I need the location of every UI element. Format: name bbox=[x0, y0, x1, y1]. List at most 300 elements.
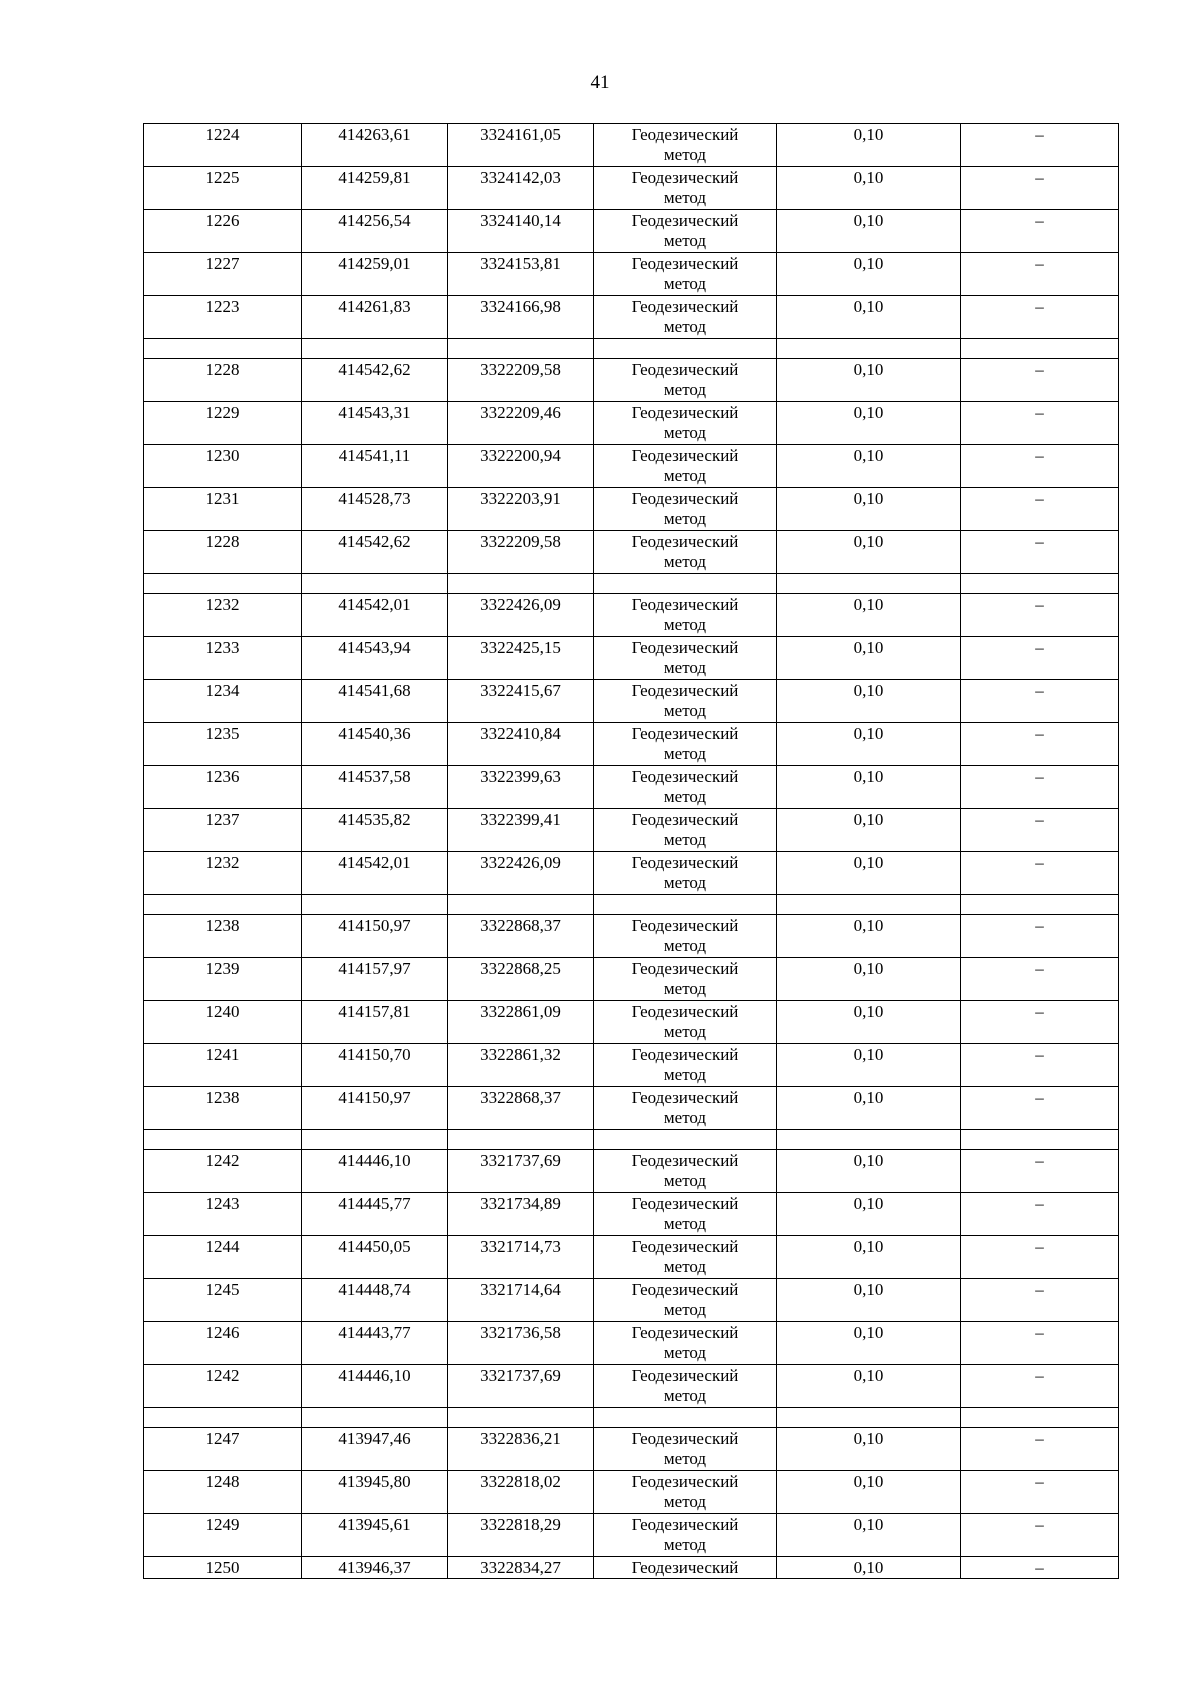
empty-cell bbox=[448, 895, 594, 915]
point-number-cell: 1247 bbox=[144, 1428, 302, 1471]
point-number-cell: 1240 bbox=[144, 1001, 302, 1044]
empty-cell bbox=[302, 1408, 448, 1428]
method-line: метод bbox=[663, 830, 707, 849]
table-row bbox=[144, 488, 1119, 531]
x-coordinate-cell: 414542,01 bbox=[302, 852, 448, 895]
y-coordinate-cell: 3321737,69 bbox=[448, 1150, 594, 1193]
method-line: Геодезический bbox=[631, 211, 739, 230]
point-number-cell: 1226 bbox=[144, 210, 302, 253]
note-cell: – bbox=[961, 124, 1119, 167]
empty-cell bbox=[448, 1130, 594, 1150]
spacer-row bbox=[144, 895, 1119, 915]
y-coordinate-cell: 3322399,41 bbox=[448, 809, 594, 852]
method-cell bbox=[594, 402, 777, 445]
method-cell bbox=[594, 680, 777, 723]
coordinates-table bbox=[143, 123, 1119, 1579]
method-line: метод bbox=[663, 1449, 707, 1468]
y-coordinate-cell: 3324140,14 bbox=[448, 210, 594, 253]
x-coordinate-cell: 414528,73 bbox=[302, 488, 448, 531]
point-number-cell: 1234 bbox=[144, 680, 302, 723]
x-coordinate-cell: 414448,74 bbox=[302, 1279, 448, 1322]
x-coordinate-cell: 414543,31 bbox=[302, 402, 448, 445]
point-number-cell: 1228 bbox=[144, 531, 302, 574]
x-coordinate-cell: 414259,01 bbox=[302, 253, 448, 296]
y-coordinate-cell: 3322834,27 bbox=[448, 1557, 594, 1579]
point-number-cell: 1242 bbox=[144, 1365, 302, 1408]
accuracy-cell: 0,10 bbox=[777, 680, 961, 723]
y-coordinate-cell: 3321736,58 bbox=[448, 1322, 594, 1365]
method-line: Геодезический bbox=[631, 638, 739, 657]
method-cell bbox=[594, 124, 777, 167]
method-line: Геодезический bbox=[631, 1151, 739, 1170]
table-row bbox=[144, 1150, 1119, 1193]
table-row bbox=[144, 723, 1119, 766]
method-cell bbox=[594, 253, 777, 296]
method-line: метод bbox=[663, 873, 707, 892]
x-coordinate-cell: 414261,83 bbox=[302, 296, 448, 339]
accuracy-cell: 0,10 bbox=[777, 445, 961, 488]
accuracy-cell: 0,10 bbox=[777, 296, 961, 339]
x-coordinate-cell: 414543,94 bbox=[302, 637, 448, 680]
x-coordinate-cell: 414542,01 bbox=[302, 594, 448, 637]
point-number-cell: 1237 bbox=[144, 809, 302, 852]
method-line: метод bbox=[663, 701, 707, 720]
y-coordinate-cell: 3324153,81 bbox=[448, 253, 594, 296]
table-row bbox=[144, 1193, 1119, 1236]
method-line: метод bbox=[663, 1065, 707, 1084]
table-row bbox=[144, 124, 1119, 167]
method-line: Геодезический bbox=[631, 1323, 739, 1342]
x-coordinate-cell: 414541,68 bbox=[302, 680, 448, 723]
y-coordinate-cell: 3322426,09 bbox=[448, 852, 594, 895]
note-cell: – bbox=[961, 680, 1119, 723]
x-coordinate-cell: 413945,80 bbox=[302, 1471, 448, 1514]
method-line: Геодезический bbox=[631, 125, 739, 144]
empty-cell bbox=[961, 339, 1119, 359]
x-coordinate-cell: 414541,11 bbox=[302, 445, 448, 488]
method-cell bbox=[594, 1001, 777, 1044]
table-row bbox=[144, 1236, 1119, 1279]
point-number-cell: 1223 bbox=[144, 296, 302, 339]
note-cell: – bbox=[961, 1514, 1119, 1557]
empty-cell bbox=[777, 895, 961, 915]
accuracy-cell: 0,10 bbox=[777, 809, 961, 852]
table-row bbox=[144, 445, 1119, 488]
empty-cell bbox=[144, 339, 302, 359]
note-cell: – bbox=[961, 359, 1119, 402]
method-line: метод bbox=[663, 744, 707, 763]
x-coordinate-cell: 414150,97 bbox=[302, 915, 448, 958]
coordinates-table-body bbox=[144, 124, 1119, 1579]
note-cell: – bbox=[961, 167, 1119, 210]
method-cell bbox=[594, 852, 777, 895]
x-coordinate-cell: 414535,82 bbox=[302, 809, 448, 852]
y-coordinate-cell: 3322399,63 bbox=[448, 766, 594, 809]
accuracy-cell: 0,10 bbox=[777, 637, 961, 680]
method-line: Геодезический bbox=[631, 916, 739, 935]
point-number-cell: 1230 bbox=[144, 445, 302, 488]
method-line: Геодезический bbox=[631, 360, 739, 379]
table-row bbox=[144, 594, 1119, 637]
table-row bbox=[144, 359, 1119, 402]
x-coordinate-cell: 413946,37 bbox=[302, 1557, 448, 1579]
empty-cell bbox=[594, 1408, 777, 1428]
x-coordinate-cell: 414259,81 bbox=[302, 167, 448, 210]
accuracy-cell: 0,10 bbox=[777, 1236, 961, 1279]
note-cell: – bbox=[961, 253, 1119, 296]
y-coordinate-cell: 3321714,64 bbox=[448, 1279, 594, 1322]
y-coordinate-cell: 3324142,03 bbox=[448, 167, 594, 210]
spacer-row bbox=[144, 574, 1119, 594]
empty-cell bbox=[594, 574, 777, 594]
method-cell bbox=[594, 915, 777, 958]
point-number-cell: 1224 bbox=[144, 124, 302, 167]
x-coordinate-cell: 414446,10 bbox=[302, 1150, 448, 1193]
x-coordinate-cell: 413945,61 bbox=[302, 1514, 448, 1557]
empty-cell bbox=[777, 1408, 961, 1428]
table-row bbox=[144, 1322, 1119, 1365]
x-coordinate-cell: 414445,77 bbox=[302, 1193, 448, 1236]
table-row bbox=[144, 402, 1119, 445]
table-row bbox=[144, 1001, 1119, 1044]
point-number-cell: 1243 bbox=[144, 1193, 302, 1236]
table-row bbox=[144, 1557, 1119, 1579]
method-line: метод bbox=[663, 979, 707, 998]
method-line: метод bbox=[663, 1214, 707, 1233]
method-cell bbox=[594, 1193, 777, 1236]
point-number-cell: 1225 bbox=[144, 167, 302, 210]
method-line: метод bbox=[663, 1171, 707, 1190]
point-number-cell: 1227 bbox=[144, 253, 302, 296]
accuracy-cell: 0,10 bbox=[777, 958, 961, 1001]
note-cell: – bbox=[961, 1428, 1119, 1471]
empty-cell bbox=[961, 1408, 1119, 1428]
method-line: Геодезический bbox=[631, 1237, 739, 1256]
method-line: метод bbox=[663, 1257, 707, 1276]
method-cell bbox=[594, 1557, 777, 1579]
y-coordinate-cell: 3324166,98 bbox=[448, 296, 594, 339]
empty-cell bbox=[302, 339, 448, 359]
method-line: метод bbox=[663, 231, 707, 250]
point-number-cell: 1245 bbox=[144, 1279, 302, 1322]
note-cell: – bbox=[961, 1087, 1119, 1130]
empty-cell bbox=[961, 574, 1119, 594]
accuracy-cell: 0,10 bbox=[777, 1428, 961, 1471]
method-line: метод bbox=[663, 936, 707, 955]
method-line: Геодезический bbox=[631, 1366, 739, 1385]
y-coordinate-cell: 3322209,46 bbox=[448, 402, 594, 445]
method-line: Геодезический bbox=[631, 1472, 739, 1491]
point-number-cell: 1235 bbox=[144, 723, 302, 766]
empty-cell bbox=[302, 574, 448, 594]
y-coordinate-cell: 3322426,09 bbox=[448, 594, 594, 637]
note-cell: – bbox=[961, 723, 1119, 766]
y-coordinate-cell: 3322868,25 bbox=[448, 958, 594, 1001]
method-line: метод bbox=[663, 1535, 707, 1554]
accuracy-cell: 0,10 bbox=[777, 766, 961, 809]
x-coordinate-cell: 414443,77 bbox=[302, 1322, 448, 1365]
point-number-cell: 1244 bbox=[144, 1236, 302, 1279]
method-cell bbox=[594, 488, 777, 531]
table-row bbox=[144, 852, 1119, 895]
point-number-cell: 1241 bbox=[144, 1044, 302, 1087]
note-cell: – bbox=[961, 915, 1119, 958]
accuracy-cell: 0,10 bbox=[777, 1514, 961, 1557]
empty-cell bbox=[594, 339, 777, 359]
method-line: Геодезический bbox=[631, 1429, 739, 1448]
note-cell: – bbox=[961, 488, 1119, 531]
y-coordinate-cell: 3321734,89 bbox=[448, 1193, 594, 1236]
method-cell bbox=[594, 1428, 777, 1471]
x-coordinate-cell: 414157,81 bbox=[302, 1001, 448, 1044]
method-line: метод bbox=[663, 274, 707, 293]
method-line: метод bbox=[663, 188, 707, 207]
note-cell: – bbox=[961, 594, 1119, 637]
note-cell: – bbox=[961, 210, 1119, 253]
y-coordinate-cell: 3322410,84 bbox=[448, 723, 594, 766]
method-cell bbox=[594, 1044, 777, 1087]
note-cell: – bbox=[961, 531, 1119, 574]
empty-cell bbox=[961, 895, 1119, 915]
accuracy-cell: 0,10 bbox=[777, 210, 961, 253]
empty-cell bbox=[144, 1130, 302, 1150]
note-cell: – bbox=[961, 958, 1119, 1001]
note-cell: – bbox=[961, 1471, 1119, 1514]
point-number-cell: 1228 bbox=[144, 359, 302, 402]
y-coordinate-cell: 3322836,21 bbox=[448, 1428, 594, 1471]
accuracy-cell: 0,10 bbox=[777, 253, 961, 296]
method-line: Геодезический bbox=[631, 446, 739, 465]
method-line: Геодезический bbox=[631, 724, 739, 743]
x-coordinate-cell: 414542,62 bbox=[302, 531, 448, 574]
accuracy-cell: 0,10 bbox=[777, 594, 961, 637]
method-cell bbox=[594, 594, 777, 637]
y-coordinate-cell: 3322203,91 bbox=[448, 488, 594, 531]
accuracy-cell: 0,10 bbox=[777, 915, 961, 958]
empty-cell bbox=[777, 339, 961, 359]
x-coordinate-cell: 414256,54 bbox=[302, 210, 448, 253]
accuracy-cell: 0,10 bbox=[777, 1193, 961, 1236]
note-cell: – bbox=[961, 809, 1119, 852]
spacer-row bbox=[144, 339, 1119, 359]
point-number-cell: 1250 bbox=[144, 1557, 302, 1579]
empty-cell bbox=[777, 574, 961, 594]
accuracy-cell: 0,10 bbox=[777, 167, 961, 210]
method-line: метод bbox=[663, 1386, 707, 1405]
method-line: Геодезический bbox=[631, 1558, 739, 1577]
method-line: метод bbox=[663, 615, 707, 634]
method-cell bbox=[594, 958, 777, 1001]
method-cell bbox=[594, 723, 777, 766]
y-coordinate-cell: 3322415,67 bbox=[448, 680, 594, 723]
method-line: Геодезический bbox=[631, 595, 739, 614]
method-cell bbox=[594, 1514, 777, 1557]
method-line: Геодезический bbox=[631, 1194, 739, 1213]
method-cell bbox=[594, 1365, 777, 1408]
x-coordinate-cell: 414450,05 bbox=[302, 1236, 448, 1279]
empty-cell bbox=[448, 339, 594, 359]
accuracy-cell: 0,10 bbox=[777, 1471, 961, 1514]
method-line: Геодезический bbox=[631, 168, 739, 187]
x-coordinate-cell: 414263,61 bbox=[302, 124, 448, 167]
accuracy-cell: 0,10 bbox=[777, 1365, 961, 1408]
method-cell bbox=[594, 766, 777, 809]
note-cell: – bbox=[961, 1322, 1119, 1365]
y-coordinate-cell: 3322868,37 bbox=[448, 1087, 594, 1130]
table-row bbox=[144, 1428, 1119, 1471]
accuracy-cell: 0,10 bbox=[777, 1150, 961, 1193]
table-row bbox=[144, 1365, 1119, 1408]
method-line: Геодезический bbox=[631, 681, 739, 700]
spacer-row bbox=[144, 1130, 1119, 1150]
method-cell bbox=[594, 359, 777, 402]
table-row bbox=[144, 958, 1119, 1001]
method-line: метод bbox=[663, 317, 707, 336]
note-cell: – bbox=[961, 1001, 1119, 1044]
point-number-cell: 1231 bbox=[144, 488, 302, 531]
accuracy-cell: 0,10 bbox=[777, 1322, 961, 1365]
method-line: метод bbox=[663, 423, 707, 442]
method-line: Геодезический bbox=[631, 1002, 739, 1021]
method-cell bbox=[594, 1236, 777, 1279]
y-coordinate-cell: 3322818,29 bbox=[448, 1514, 594, 1557]
method-line: Геодезический bbox=[631, 403, 739, 422]
y-coordinate-cell: 3322209,58 bbox=[448, 359, 594, 402]
page-number: 41 bbox=[590, 72, 610, 93]
table-row bbox=[144, 915, 1119, 958]
y-coordinate-cell: 3322861,09 bbox=[448, 1001, 594, 1044]
x-coordinate-cell: 413947,46 bbox=[302, 1428, 448, 1471]
method-line: Геодезический bbox=[631, 1088, 739, 1107]
y-coordinate-cell: 3322425,15 bbox=[448, 637, 594, 680]
empty-cell bbox=[594, 1130, 777, 1150]
method-cell bbox=[594, 1471, 777, 1514]
method-line: метод bbox=[663, 1343, 707, 1362]
method-line: метод bbox=[663, 1492, 707, 1511]
method-line: метод bbox=[663, 552, 707, 571]
y-coordinate-cell: 3324161,05 bbox=[448, 124, 594, 167]
note-cell: – bbox=[961, 1557, 1119, 1579]
note-cell: – bbox=[961, 637, 1119, 680]
accuracy-cell: 0,10 bbox=[777, 531, 961, 574]
accuracy-cell: 0,10 bbox=[777, 488, 961, 531]
empty-cell bbox=[302, 1130, 448, 1150]
method-line: метод bbox=[663, 466, 707, 485]
accuracy-cell: 0,10 bbox=[777, 359, 961, 402]
method-line: метод bbox=[663, 380, 707, 399]
point-number-cell: 1239 bbox=[144, 958, 302, 1001]
method-line: Геодезический bbox=[631, 489, 739, 508]
point-number-cell: 1236 bbox=[144, 766, 302, 809]
accuracy-cell: 0,10 bbox=[777, 1279, 961, 1322]
table-row bbox=[144, 680, 1119, 723]
method-line: метод bbox=[663, 145, 707, 164]
method-line: Геодезический bbox=[631, 853, 739, 872]
accuracy-cell: 0,10 bbox=[777, 852, 961, 895]
point-number-cell: 1246 bbox=[144, 1322, 302, 1365]
y-coordinate-cell: 3321737,69 bbox=[448, 1365, 594, 1408]
note-cell: – bbox=[961, 1193, 1119, 1236]
note-cell: – bbox=[961, 402, 1119, 445]
table-row bbox=[144, 253, 1119, 296]
table-row bbox=[144, 809, 1119, 852]
x-coordinate-cell: 414540,36 bbox=[302, 723, 448, 766]
method-line: метод bbox=[663, 787, 707, 806]
note-cell: – bbox=[961, 1279, 1119, 1322]
x-coordinate-cell: 414446,10 bbox=[302, 1365, 448, 1408]
empty-cell bbox=[144, 574, 302, 594]
accuracy-cell: 0,10 bbox=[777, 402, 961, 445]
method-line: Геодезический bbox=[631, 254, 739, 273]
note-cell: – bbox=[961, 1236, 1119, 1279]
y-coordinate-cell: 3322209,58 bbox=[448, 531, 594, 574]
method-line: Геодезический bbox=[631, 959, 739, 978]
point-number-cell: 1238 bbox=[144, 1087, 302, 1130]
method-cell bbox=[594, 1279, 777, 1322]
table-row bbox=[144, 1279, 1119, 1322]
accuracy-cell: 0,10 bbox=[777, 1001, 961, 1044]
method-line: Геодезический bbox=[631, 532, 739, 551]
point-number-cell: 1229 bbox=[144, 402, 302, 445]
point-number-cell: 1248 bbox=[144, 1471, 302, 1514]
note-cell: – bbox=[961, 445, 1119, 488]
x-coordinate-cell: 414537,58 bbox=[302, 766, 448, 809]
x-coordinate-cell: 414150,97 bbox=[302, 1087, 448, 1130]
point-number-cell: 1238 bbox=[144, 915, 302, 958]
empty-cell bbox=[448, 574, 594, 594]
point-number-cell: 1232 bbox=[144, 852, 302, 895]
method-cell bbox=[594, 1322, 777, 1365]
accuracy-cell: 0,10 bbox=[777, 1044, 961, 1087]
y-coordinate-cell: 3322868,37 bbox=[448, 915, 594, 958]
note-cell: – bbox=[961, 1044, 1119, 1087]
method-cell bbox=[594, 531, 777, 574]
y-coordinate-cell: 3322200,94 bbox=[448, 445, 594, 488]
note-cell: – bbox=[961, 852, 1119, 895]
method-cell bbox=[594, 167, 777, 210]
table-row bbox=[144, 637, 1119, 680]
accuracy-cell: 0,10 bbox=[777, 124, 961, 167]
y-coordinate-cell: 3321714,73 bbox=[448, 1236, 594, 1279]
table-row bbox=[144, 1514, 1119, 1557]
method-cell bbox=[594, 1087, 777, 1130]
note-cell: – bbox=[961, 1150, 1119, 1193]
note-cell: – bbox=[961, 766, 1119, 809]
empty-cell bbox=[777, 1130, 961, 1150]
empty-cell bbox=[594, 895, 777, 915]
method-cell bbox=[594, 809, 777, 852]
accuracy-cell: 0,10 bbox=[777, 723, 961, 766]
table-row bbox=[144, 1471, 1119, 1514]
y-coordinate-cell: 3322818,02 bbox=[448, 1471, 594, 1514]
method-cell bbox=[594, 296, 777, 339]
note-cell: – bbox=[961, 1365, 1119, 1408]
table-row bbox=[144, 531, 1119, 574]
empty-cell bbox=[144, 1408, 302, 1428]
x-coordinate-cell: 414157,97 bbox=[302, 958, 448, 1001]
point-number-cell: 1233 bbox=[144, 637, 302, 680]
method-line: метод bbox=[663, 658, 707, 677]
point-number-cell: 1242 bbox=[144, 1150, 302, 1193]
point-number-cell: 1232 bbox=[144, 594, 302, 637]
accuracy-cell: 0,10 bbox=[777, 1557, 961, 1579]
method-cell bbox=[594, 210, 777, 253]
method-line: Геодезический bbox=[631, 810, 739, 829]
method-line: Геодезический bbox=[631, 1045, 739, 1064]
method-line: Геодезический bbox=[631, 1515, 739, 1534]
table-row bbox=[144, 296, 1119, 339]
method-line: метод bbox=[663, 1108, 707, 1127]
